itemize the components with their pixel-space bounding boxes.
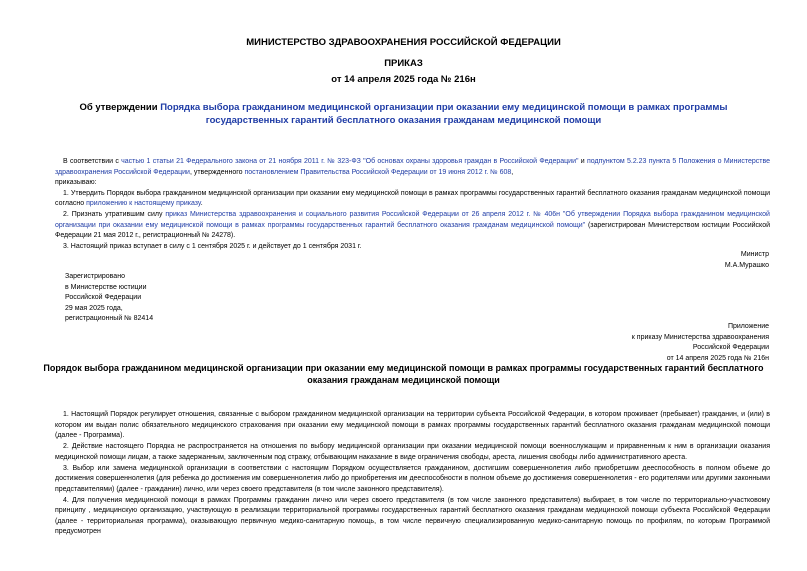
appendix-ref-line: к приказу Министерства здравоохранения <box>631 333 769 341</box>
registration-line: регистрационный № 82414 <box>65 315 154 322</box>
doc-title-prefix: Об утверждении <box>79 102 161 113</box>
appendix-paragraph-2: 2. Действие настоящего Порядка не распространяется на отношения по выбору медицинской организации при оказании медицинской помощи военнослужащим и приравненным к ним в организации оказания медицинской помощи лицам, а также задержанным, заключенным под стражу, отбывающим наказание в виде ограничения свободы, ареста, лишения свободы либо административного ареста. <box>55 443 770 461</box>
registration-line: в Министерстве юстиции <box>65 283 147 291</box>
registration-block <box>65 272 153 325</box>
item-text: 2. Признать утратившим силу <box>63 211 166 218</box>
doc-title <box>40 101 767 127</box>
appendix-ref-line: Российской Федерации <box>692 344 769 351</box>
preamble <box>55 157 770 178</box>
ministry-header: МИНИСТЕРСТВО ЗДРАВООХРАНЕНИЯ РОССИЙСКОЙ ФЕДЕРАЦИИ <box>246 37 561 48</box>
signatory-name: М.А.Мурашко <box>724 261 769 269</box>
preamble-text: , <box>511 168 514 176</box>
order-body <box>55 157 770 253</box>
appendix-paragraph-4: 4. Для получения медицинской помощи в рамках Программы гражданин лично или через своего представителя (в том числе законного представителя) выбирает, в том числе по территориально-участковому принципу , медицинскую организацию, участвующую в реализации территориальной программы государственных гарантий бесплатного оказания гражданам медицинской помощи субъекта Российской Федерации (далее - территориальная программа), оказывающую первичную медико-санитарную помощь, в том числе первичную специализированную медико-санитарную помощь по профилям, по которым Программой предусмотрен <box>55 496 770 535</box>
preamble-text: , утвержденного <box>189 168 245 176</box>
appendix-ref-line: Приложение <box>727 323 769 330</box>
appendix-title: Порядок выбора гражданином медицинской организации при оказании ему медицинской помощи в рамках программы государственных гарантий бесплатного оказания гражданам медицинской помощи <box>43 363 764 385</box>
appendix-paragraph-3: 3. Выбор или замена медицинской организации в соответствии с настоящим Порядком осуществляется гражданином, достигшим совершеннолетия либо приобретшим дееспособность в полном объеме до достижения совершеннолетия (для ребенка до достижения им совершеннолетия либо до приобретения им дееспособности в полном объеме до достижения совершеннолетия - его родителями или другими законными представителями) (далее - гражданин) лично, или через своего представителя (в том числе законного представителя). <box>55 464 770 493</box>
item-2 <box>55 210 770 242</box>
appendix-body <box>55 410 770 538</box>
appendix-link[interactable]: приложению к настоящему приказу <box>86 200 201 207</box>
appendix-paragraph-1: 1. Настоящий Порядок регулирует отношения, связанные с выбором гражданином медицинской организации на территории субъекта Российской Федерации, в котором проживает (пребывает) гражданин, и (или) в котором им выдан полис обязательного медицинского страхования при оказании ему медицинской помощи в рамках программы государственных гарантий бесплатного оказания гражданам медицинской помощи (далее - Программа). <box>55 411 770 439</box>
doc-type: ПРИКАЗ <box>384 58 423 69</box>
preamble-text: В соответствии с <box>63 158 122 165</box>
item-text: . <box>200 200 203 207</box>
item-1 <box>55 189 770 210</box>
registration-line: Российской Федерации <box>65 294 142 301</box>
order-word: приказываю: <box>55 179 97 186</box>
doc-date-number: от 14 апреля 2025 года № 216н <box>331 74 476 85</box>
appendix-ref-line: от 14 апреля 2025 года № 216н <box>666 354 769 362</box>
signature-block <box>725 250 769 271</box>
registration-line: Зарегистрировано <box>65 273 125 280</box>
signatory-position: Министр <box>740 251 769 258</box>
item-text: 1. Утвердить Порядок выбора гражданином медицинской организации при оказании ему медицинской помощи в рамках программы государственных гарантий бесплатного оказания гражданам медицинской помощи согласно <box>55 189 770 207</box>
appendix-reference <box>632 322 769 364</box>
regulation-link[interactable]: подпунктом 5.2.23 пункта 5 Положения о Министерстве здравоохранения Российской Федерации <box>55 158 770 176</box>
repealed-order-link[interactable]: приказ Министерства здравоохранения и социального развития Российской Федерации от 26 апреля 2012 г. № 406н "Об утверждении Порядка выбора гражданином медицинской организации при оказании ему медицинской помощи в рамках программы государственных гарантий бесплатного оказания гражданам медицинской помощи" <box>55 211 770 229</box>
registration-line: 29 мая 2025 года, <box>65 304 123 312</box>
decree-link[interactable]: постановлением Правительства Российской Федерации от 19 июня 2012 г. № 608 <box>244 168 512 176</box>
item-3: 3. Настоящий приказ вступает в силу с 1 сентября 2025 г. и действует до 1 сентября 2031 г. <box>63 243 362 250</box>
law-link[interactable]: частью 1 статьи 21 Федерального закона от 21 ноября 2011 г. № 323-ФЗ "Об основах охраны здоровья граждан в Российской Федерации" <box>121 158 579 165</box>
item-text: (зарегистрирован Министерством юстиции Российской Федерации 21 мая 2012 г., регистрационный № 24278). <box>55 221 771 239</box>
doc-title-link[interactable]: Порядка выбора гражданином медицинской организации при оказании ему медицинской помощи в рамках программы государственных гарантий бесплатного оказания гражданам медицинской помощи <box>160 102 728 126</box>
preamble-text: и <box>578 158 587 165</box>
